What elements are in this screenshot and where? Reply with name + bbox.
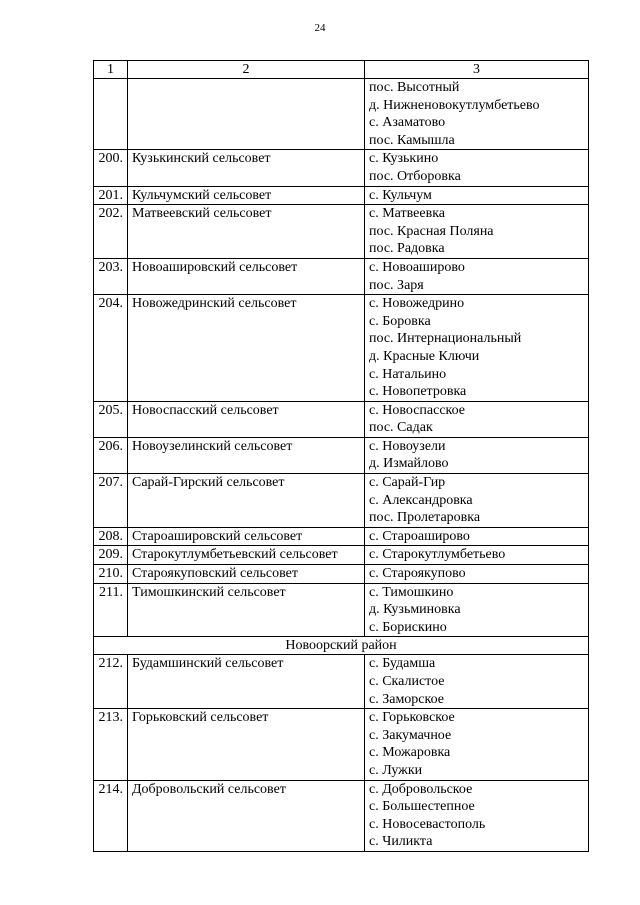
settlement-name: с. Кульчум [369, 187, 432, 203]
settlement-name: с. Будамша [369, 656, 436, 672]
row-number: 200. [94, 150, 128, 186]
table-row [94, 437, 589, 473]
settlement-name: с. Борискино [369, 619, 447, 635]
settlement-name: д. Кузьминовка [369, 602, 461, 618]
settlement-name: с. Староякупово [369, 566, 466, 582]
settlements-cell [365, 780, 589, 851]
settlements-cell [365, 437, 589, 473]
table-row [94, 186, 589, 205]
row-number: 208. [94, 527, 128, 546]
table-header-row [94, 61, 589, 79]
settlement-name: с. Тимошкино [369, 584, 454, 600]
table-row [94, 780, 589, 851]
page-number: 24 [314, 22, 326, 34]
settlements-cell [365, 546, 589, 565]
council-name: Горьковский сельсовет [128, 709, 365, 780]
table-row [94, 79, 589, 150]
settlement-name: с. Добровольское [369, 781, 473, 797]
table-row [94, 527, 589, 546]
settlement-name: пос. Красная Поляна [369, 223, 494, 239]
settlement-name: с. Скалистое [369, 674, 445, 689]
settlement-name: с. Сарай-Гир [369, 475, 446, 491]
settlement-name: с. Новоспасское [369, 402, 466, 418]
council-name: Новоузелинский сельсовет [128, 437, 365, 473]
row-number: 202. [94, 205, 128, 259]
table-row [94, 709, 589, 780]
settlements-table [93, 60, 589, 852]
table-row [94, 655, 589, 709]
settlements-cell [365, 527, 589, 546]
settlement-name: пос. Заря [369, 277, 424, 293]
settlements-cell [365, 186, 589, 205]
district-heading-row [94, 637, 589, 655]
council-name: Новоспасский сельсовет [128, 401, 365, 437]
settlements-cell [365, 474, 589, 528]
settlement-name: с. Новоаширово [369, 259, 465, 275]
council-name: Кульчумский сельсовет [128, 186, 365, 205]
settlement-name: с. Новоузели [369, 438, 446, 454]
settlement-name: с. Боровка [369, 313, 431, 329]
table-row [94, 205, 589, 259]
settlement-name: с. Натальино [369, 366, 447, 382]
council-name: Тимошкинский сельсовет [128, 583, 365, 637]
settlement-name: д. Нижненовокутлумбетьево [369, 97, 540, 113]
row-number: 210. [94, 565, 128, 584]
settlements-cell [365, 401, 589, 437]
row-number: 214. [94, 780, 128, 851]
settlements-cell [365, 295, 589, 402]
table-row [94, 295, 589, 402]
settlement-name: с. Староаширово [369, 528, 470, 544]
settlement-name: пос. Высотный [369, 80, 460, 95]
column-header-1: 1 [94, 61, 128, 79]
settlement-name: с. Горьковское [369, 710, 455, 726]
council-name: Будамшинский сельсовет [128, 655, 365, 709]
row-number: 206. [94, 437, 128, 473]
row-number: 203. [94, 258, 128, 294]
settlement-name: с. Матвеевка [369, 206, 446, 222]
column-header-2: 2 [128, 61, 365, 79]
row-number: 205. [94, 401, 128, 437]
council-name: Кузькинский сельсовет [128, 150, 365, 186]
settlements-cell [365, 655, 589, 709]
table-row [94, 150, 589, 186]
settlement-name: пос. Радовка [369, 241, 445, 257]
settlement-name: с. Новопетровка [369, 384, 467, 400]
settlement-name: с. Кузькино [369, 151, 439, 167]
settlement-name: с. Заморское [369, 691, 444, 707]
row-number: 207. [94, 474, 128, 528]
settlements-cell [365, 258, 589, 294]
council-name: Староякуповский сельсовет [128, 565, 365, 584]
council-name: Новоашировский сельсовет [128, 258, 365, 294]
council-name [128, 79, 365, 150]
table-row [94, 401, 589, 437]
table-row [94, 258, 589, 294]
table-row [94, 474, 589, 528]
settlement-name: пос. Садак [369, 420, 433, 436]
settlement-name: с. Лужки [369, 762, 423, 778]
settlements-cell [365, 150, 589, 186]
settlement-name: с. Закумачное [369, 727, 452, 743]
settlement-name: с. Новосевастополь [369, 816, 486, 832]
settlements-cell [365, 79, 589, 150]
settlements-cell [365, 205, 589, 259]
settlement-name: с. Азаматово [369, 115, 446, 131]
row-number: 213. [94, 709, 128, 780]
council-name: Матвеевский сельсовет [128, 205, 365, 259]
district-heading: Новоорский район [94, 637, 589, 655]
row-number: 212. [94, 655, 128, 709]
council-name: Сарай-Гирский сельсовет [128, 474, 365, 528]
settlement-name: с. Большестепное [369, 799, 475, 815]
row-number: 201. [94, 186, 128, 205]
row-number: 209. [94, 546, 128, 565]
settlement-name: пос. Интернациональный [369, 331, 522, 347]
settlement-name: с. Александровка [369, 492, 473, 508]
council-name: Добровольский сельсовет [128, 780, 365, 851]
settlement-name: д. Красные Ключи [369, 348, 480, 364]
settlement-name: с. Чиликта [369, 834, 433, 850]
column-header-3: 3 [365, 61, 589, 79]
row-number: 211. [94, 583, 128, 637]
settlement-name: с. Можаровка [369, 745, 451, 761]
council-name: Староашировский сельсовет [128, 527, 365, 546]
settlements-cell [365, 709, 589, 780]
settlements-cell [365, 583, 589, 637]
row-number [94, 79, 128, 150]
council-name: Новожедринский сельсовет [128, 295, 365, 402]
table-row [94, 565, 589, 584]
settlement-name: с. Старокутлумбетьево [369, 547, 506, 563]
settlement-name: пос. Отборовка [369, 168, 461, 184]
settlement-name: д. Измайлово [369, 456, 449, 472]
table-row [94, 546, 589, 565]
table-row [94, 583, 589, 637]
settlement-name: пос. Пролетаровка [369, 510, 481, 526]
settlement-name: пос. Камышла [369, 132, 455, 148]
settlements-cell [365, 565, 589, 584]
council-name: Старокутлумбетьевский сельсовет [128, 546, 365, 565]
row-number: 204. [94, 295, 128, 402]
settlement-name: с. Новожедрино [369, 296, 465, 312]
